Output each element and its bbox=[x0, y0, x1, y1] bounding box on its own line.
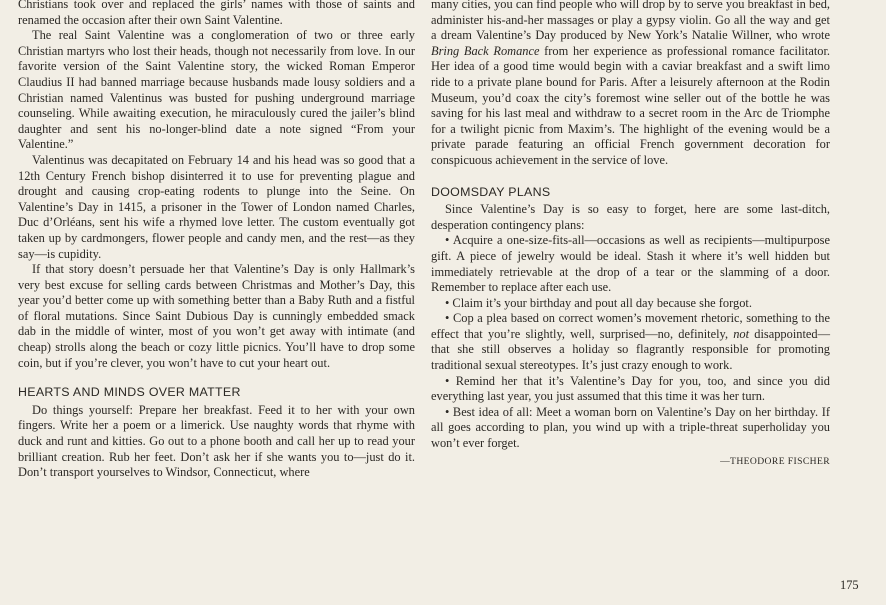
section-heading: HEARTS AND MINDS OVER MATTER bbox=[18, 385, 241, 400]
book-title: Bring Back Romance bbox=[431, 43, 540, 58]
body-text: disappointed—that she still observes a holiday so flagrantly responsible for promoting traditional sexual stereotypes. It’s just crazy enough to work. bbox=[431, 326, 830, 373]
body-paragraph bbox=[431, 0, 830, 169]
body-paragraph: Christians took over and replaced the girls’ names with those of saints and renamed the occasion after their own Saint Valentine. bbox=[18, 0, 415, 27]
page-number: 175 bbox=[840, 578, 859, 592]
body-text: many cities, you can find people who will drop by to serve you breakfast in bed, administer his-and-her massages or play a gypsy violin. Go all the way and get a dream Valentine’s Day produced by New York’s Natalie Willner, who wrote bbox=[431, 0, 830, 43]
right-column bbox=[431, 0, 830, 469]
body-paragraph: If that story doesn’t persuade her that Valentine’s Day is only Hallmark’s very best excuse for selling cards between Christmas and Mother’s Day, this year you’d better come up with something better than a Baby Ruth and a fistful of floral mutations. Since Saint Dubious Day is cunningly embedded smack dab in the middle of winter, most of you won’t get away with intimate (and cheap) strolls along the beach or cozy little picnics. You’ll have to drop some coin, but if you’re clever, you won’t have to cut your heart out. bbox=[18, 262, 415, 370]
body-paragraph: Valentinus was decapitated on February 14 and his head was so good that a 12th Century French bishop disinterred it to use for preventing plague and drought and causing crop-eating rodents to plunge into the Seine. On Valentine’s Day in 1415, a prisoner in the Tower of London named Charles, Duc d’Orléans, sent his wife a rhymed love letter. The custom eventually got taken up by cardmongers, flower people and candy men, and the rest—as they say—is cupidity. bbox=[18, 152, 415, 261]
bullet-item: • Claim it’s your birthday and pout all day because she forgot. bbox=[445, 295, 752, 310]
bullet-item: • Best idea of all: Meet a woman born on Valentine’s Day on her birthday. If all goes according to plan, you wind up with a triple-threat superholiday you won’t ever forget. bbox=[431, 404, 830, 451]
author-byline: —THEODORE FISCHER bbox=[720, 455, 830, 467]
body-text: • Cop a plea based on correct women’s movement rhetoric, something to the effect that you’re slightly, well, surprised—no, definitely, bbox=[431, 311, 830, 341]
left-column bbox=[18, 0, 415, 481]
bullet-item: • Remind her that it’s Valentine’s Day for you, too, and since you did everything last year, you just assumed that this time it was her turn. bbox=[431, 373, 830, 404]
section-heading: DOOMSDAY PLANS bbox=[431, 184, 551, 199]
body-paragraph: The real Saint Valentine was a conglomeration of two or three early Christian martyrs who lost their heads, though not necessarily from love. In our favorite version of the Saint Valentine story, the wicked Roman Emperor Claudius II had banned marriage because husbands made lousy soldiers and a Christian named Valentinus was busted for pushing underground marriage counseling. While awaiting execution, he miraculously cured the jailer’s blind daughter and sent his no-longer-blind date a note signed “From your Valentine.” bbox=[18, 28, 415, 152]
body-paragraph: Do things yourself: Prepare her breakfast. Feed it to her with your own fingers. Write her a poem or a limerick. Use naughty words that rhyme with duck and runt and kitties. Go out to a phone booth and call her up to read your brilliant creation. Rub her feet. Don’t ask her if she wants you to—just do it. Don’t transport yourselves to Windsor, Connecticut, where bbox=[18, 402, 415, 480]
bullet-item bbox=[431, 311, 830, 373]
body-paragraph: Since Valentine’s Day is so easy to forget, here are some last-ditch, desperation contingency plans: bbox=[431, 202, 830, 232]
body-text: from her experience as professional romance facilitator. Her idea of a good time would begin with a caviar breakfast and a swift limo ride to a private plane bound for Paris. After a leisurely afternoon at the Rodin Museum, you’d coax the city’s foremost wine seller out of the bottle he was saving for his last meal and withdraw to a secret room in the Arc de Triomphe for a twilight picnic from Maxim’s. The highlight of the evening would be a private parade featuring an official French government decoration for conspicuous achievement in the service of love. bbox=[431, 43, 830, 167]
emphasis: not bbox=[733, 326, 750, 341]
bullet-item: • Acquire a one-size-fits-all—occasions as well as recipients—multipurpose gift. A piece of jewelry would be ideal. Stash it where it’s well hidden but immediately retrievable at the drop of a tear or the slamming of a door. Remember to replace after each use. bbox=[431, 233, 830, 295]
